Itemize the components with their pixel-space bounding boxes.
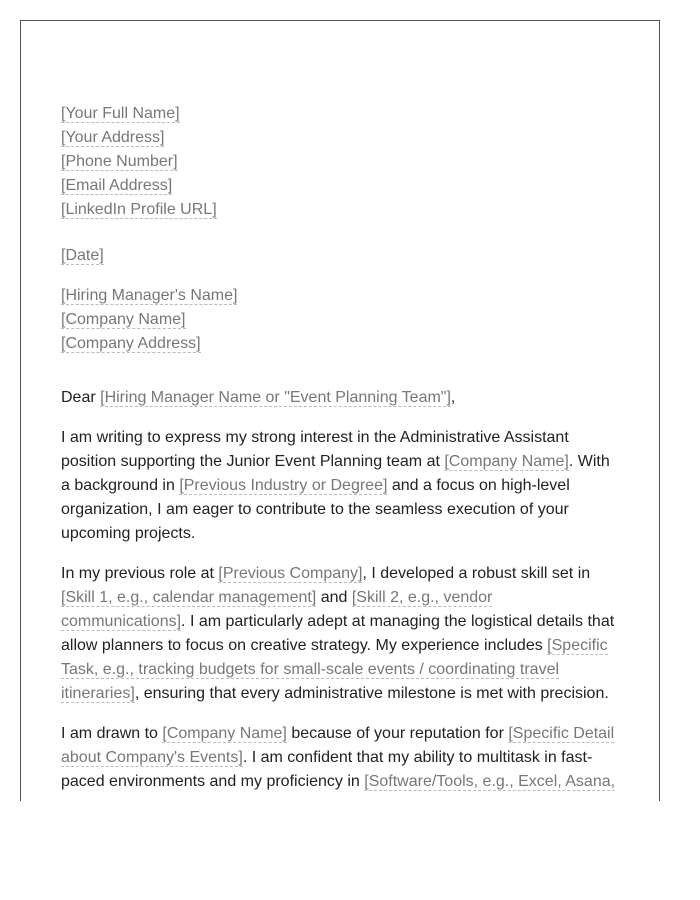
- p3-company-detail-placeholder[interactable]: [Specific Detail about Company's Events]: [61, 725, 615, 766]
- letter-content: [61, 102, 621, 794]
- sender-block: [61, 102, 621, 222]
- p1-company-placeholder[interactable]: [Company Name]: [444, 453, 569, 470]
- p1-text-3: and a focus on high-level organization, I am eager to contribute to the seamless execution of your upcoming projects.: [61, 477, 570, 542]
- sender-name-placeholder[interactable]: [Your Full Name]: [61, 105, 180, 122]
- paragraph-2: [61, 562, 621, 706]
- p2-skill-2-placeholder[interactable]: [Skill 2, e.g., vendor communications]: [61, 589, 493, 630]
- p2-text-2: , I developed a robust skill set in: [362, 565, 591, 582]
- p2-specific-task-placeholder[interactable]: [Specific Task, e.g., tracking budgets for small-scale events / coordinating travel itineraries]: [61, 637, 608, 702]
- p3-software-tools-placeholder[interactable]: [Software/Tools, e.g., Excel, Asana,: [364, 773, 616, 790]
- recipient-block: [61, 284, 621, 356]
- p3-company-placeholder[interactable]: [Company Name]: [162, 725, 287, 742]
- p2-previous-company-placeholder[interactable]: [Previous Company]: [218, 565, 363, 582]
- p1-text-1: I am writing to express my strong interest in the Administrative Assistant position supporting the Junior Event Planning team at: [61, 429, 569, 470]
- sender-email-placeholder[interactable]: [Email Address]: [61, 177, 173, 194]
- greeting-prefix: Dear: [61, 389, 101, 406]
- paragraph-3: [61, 722, 621, 794]
- greeting-name-placeholder[interactable]: [Hiring Manager Name or "Event Planning Team"]: [100, 389, 451, 406]
- p3-text-1: I am drawn to: [61, 725, 163, 742]
- sender-phone-placeholder[interactable]: [Phone Number]: [61, 153, 178, 170]
- p1-industry-placeholder[interactable]: [Previous Industry or Degree]: [179, 477, 388, 494]
- greeting-suffix: ,: [450, 389, 456, 406]
- greeting-line: [61, 386, 621, 410]
- p2-text-5: , ensuring that every administrative milestone is met with precision.: [134, 685, 609, 702]
- sender-address-placeholder[interactable]: [Your Address]: [61, 129, 165, 146]
- paragraph-1: [61, 426, 621, 546]
- p2-skill-1-placeholder[interactable]: [Skill 1, e.g., calendar management]: [61, 589, 317, 606]
- sender-linkedin-placeholder[interactable]: [LinkedIn Profile URL]: [61, 201, 217, 218]
- p3-text-3: . I am confident that my ability to multitask in fast-paced environments and my proficiency in: [61, 749, 593, 790]
- p2-text-3: and: [316, 589, 352, 606]
- p2-text-4: . I am particularly adept at managing the logistical details that allow planners to focus on creative strategy. My experience includes: [61, 613, 615, 654]
- date-block: [61, 244, 621, 268]
- p2-text-1: In my previous role at: [61, 565, 219, 582]
- document-page: [20, 20, 660, 801]
- recipient-company-placeholder[interactable]: [Company Name]: [61, 311, 186, 328]
- p1-text-2: . With a background in: [61, 453, 610, 494]
- p3-text-2: because of your reputation for: [286, 725, 509, 742]
- date-placeholder[interactable]: [Date]: [61, 247, 104, 264]
- company-address-placeholder[interactable]: [Company Address]: [61, 335, 201, 352]
- hiring-manager-placeholder[interactable]: [Hiring Manager's Name]: [61, 287, 238, 304]
